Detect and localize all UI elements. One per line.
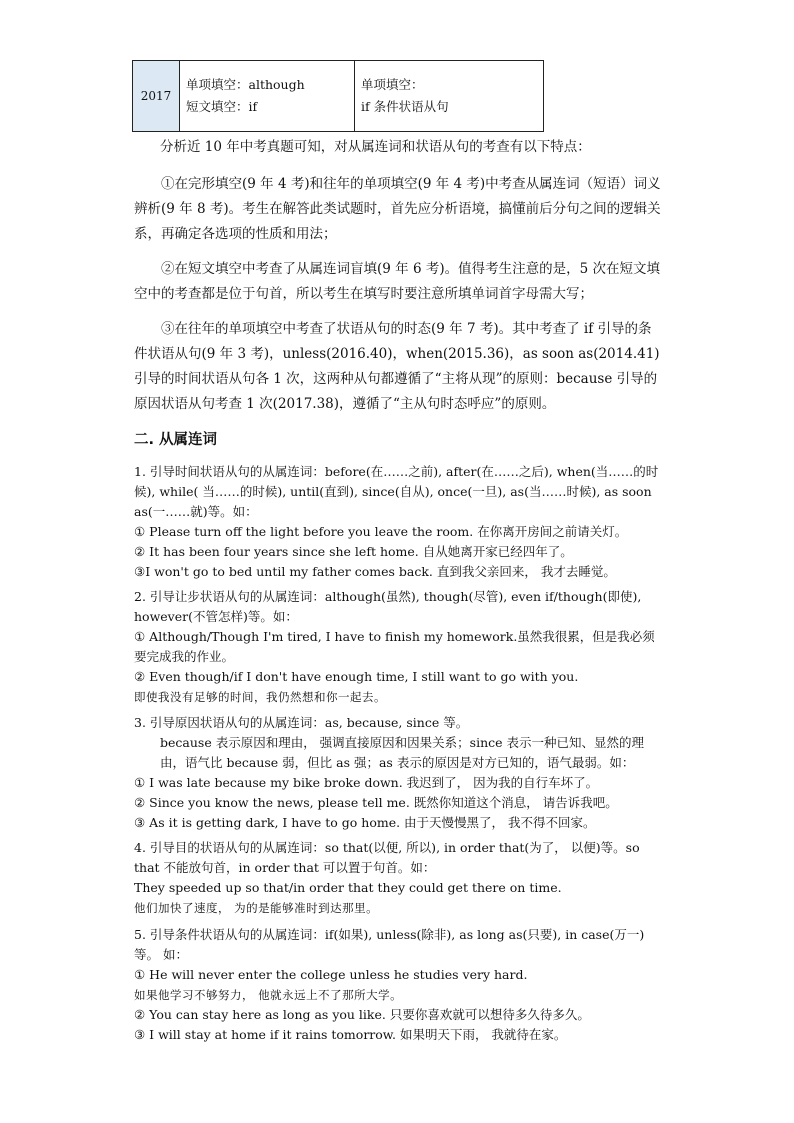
- example-line: ② Since you know the news, please tell me. 既然你知道这个消息， 请告诉我吧。: [134, 795, 618, 810]
- example-line: ① I was late because my bike broke down. 我迟到了， 因为我的自行车坏了。: [134, 775, 599, 790]
- section-time-clause: [134, 462, 662, 582]
- cell-line: if 条件状语从句: [361, 99, 449, 114]
- example-translation: 他们加快了速度， 为的是能够准时到达那里。: [134, 901, 379, 915]
- section-title: 4. 引导目的状语从句的从属连词：so that(以便, 所以), in order that(为了， 以便)等。so that 不能放句首，in order that 可以置于句首。如：: [134, 840, 640, 875]
- point-3: ③在往年的单项填空中考查了状语从句的时态(9 年 7 考)。其中考查了 if 引导的条件状语从句(9 年 3 考)，unless(2016.40)，when(2015.36)，as soon as(2014.41)引导的时间状语从句各 1 次，这两种从句都遵循了“主将从现”的原则：because 引导的原因状语从句考查 1 次(2017.38)，遵循了“主从句时态呼应”的原则。: [134, 321, 660, 412]
- section-condition-clause: [134, 925, 662, 1045]
- topic-cell: [355, 61, 544, 132]
- example-line: ② You can stay here as long as you like. 只要你喜欢就可以想待多久待多久。: [134, 1007, 590, 1022]
- cell-line: 单项填空：although: [186, 77, 305, 92]
- example-line: ③I won't go to bed until my father comes back. 直到我父亲回来， 我才去睡觉。: [134, 564, 616, 579]
- example-line: ② It has been four years since she left home. 自从她离开家已经四年了。: [134, 544, 573, 559]
- example-line: ③ I will stay at home if it rains tomorrow. 如果明天下雨， 我就待在家。: [134, 1027, 567, 1042]
- example-line: They speeded up so that/in order that they could get there on time.: [134, 880, 562, 895]
- section-title: 2. 引导让步状语从句的从属连词：although(虽然), though(尽管), even if/though(即使), however(不管怎样)等。如：: [134, 589, 642, 624]
- analysis-intro: 分析近 10 年中考真题可知，对从属连词和状语从句的考查有以下特点：: [160, 139, 591, 155]
- table-row: [133, 61, 544, 132]
- example-translation: 即使我没有足够的时间，我仍然想和你一起去。: [134, 690, 386, 704]
- section-description: because 表示原因和理由， 强调直接原因和因果关系；since 表示一种已知、显然的理由，语气比 because 弱，但比 as 强；as 表示的原因是对方已知的，语气最弱。如：: [160, 735, 644, 770]
- question-type-cell: [180, 61, 355, 132]
- example-line: ① Although/Though I'm tired, I have to finish my homework.虽然我很累，但是我必须要完成我的作业。: [134, 629, 655, 664]
- example-line: ① Please turn off the light before you leave the room. 在你离开房间之前请关灯。: [134, 524, 628, 539]
- example-translation: 如果他学习不够努力， 他就永远上不了那所大学。: [134, 988, 403, 1002]
- example-line: ③ As it is getting dark, I have to go home. 由于天慢慢黑了， 我不得不回家。: [134, 815, 596, 830]
- cell-line: 单项填空：: [361, 77, 424, 92]
- section-title: 5. 引导条件状语从句的从属连词：if(如果), unless(除非), as long as(只要), in case(万一)等。 如：: [134, 927, 645, 962]
- example-line: ① He will never enter the college unless he studies very hard.: [134, 967, 528, 982]
- section-title: 3. 引导原因状语从句的从属连词：as, because, since 等。: [134, 715, 469, 730]
- point-2: ②在短文填空中考查了从属连词盲填(9 年 6 考)。值得考生注意的是，5 次在短文填空中的考查都是位于句首，所以考生在填写时要注意所填单词首字母需大写；: [134, 261, 660, 302]
- exam-summary-table: [132, 60, 544, 132]
- example-line: ② Even though/if I don't have enough time, I still want to go with you.: [134, 669, 579, 684]
- section-purpose-clause: [134, 838, 662, 918]
- point-1: ①在完形填空(9 年 4 考)和往年的单项填空(9 年 4 考)中考查从属连词（短语）词义辨析(9 年 8 考)。考生在解答此类试题时，首先应分析语境，搞懂前后分句之间的逻辑关系，再确定各选项的性质和用法；: [134, 176, 661, 242]
- year-cell: 2017: [133, 61, 180, 132]
- section-concession-clause: [134, 587, 662, 707]
- section-reason-clause: [134, 713, 662, 833]
- cell-line: 短文填空：if: [186, 99, 258, 114]
- section-heading: 二. 从属连词: [134, 432, 218, 448]
- section-title: 1. 引导时间状语从句的从属连词：before(在……之前), after(在……之后), when(当……的时候), while( 当……的时候), until(直到), since(自从), once(一旦), as(当……时候), as soon as(一……就)等。如：: [134, 464, 659, 519]
